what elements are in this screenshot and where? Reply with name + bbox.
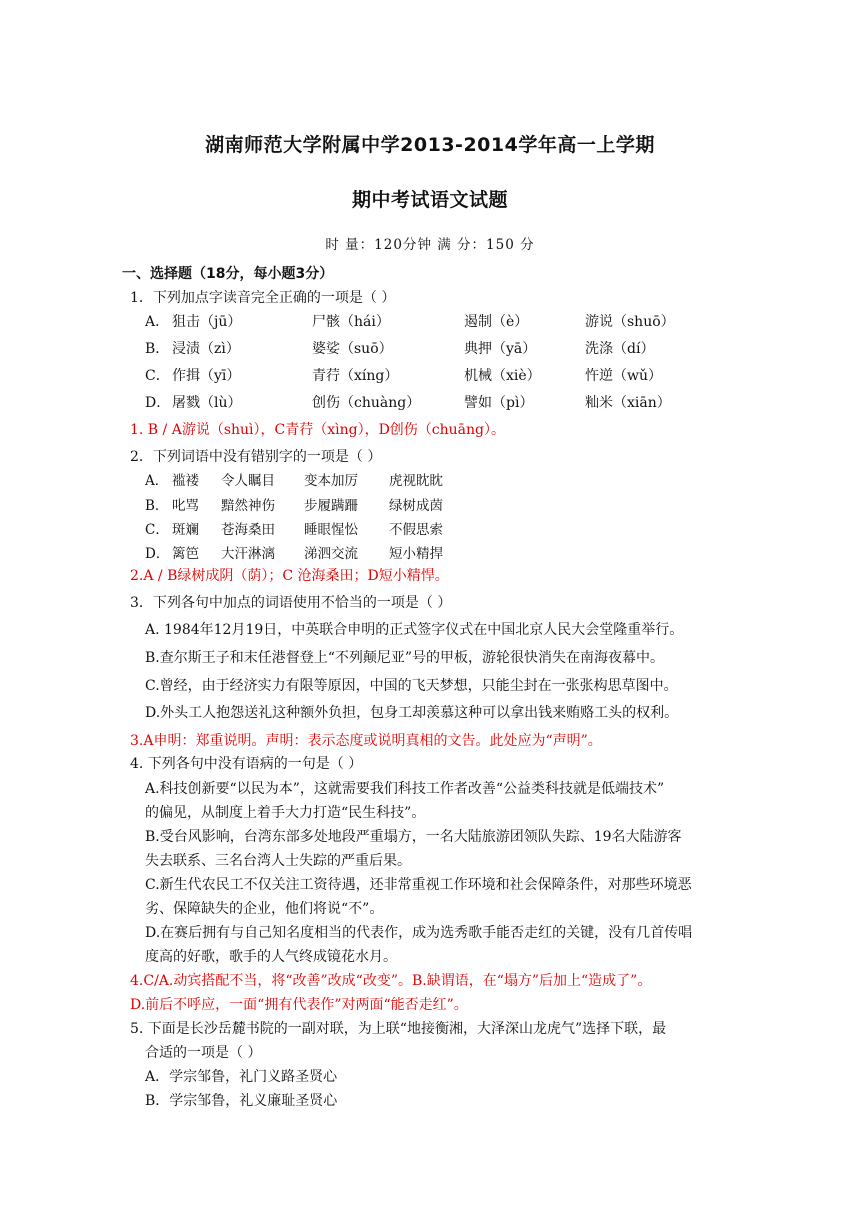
option-word: 令人瞩目 bbox=[221, 473, 275, 489]
page-subtitle: 期中考试语文试题 bbox=[351, 189, 508, 211]
question-3-option-d: D.外头工人抱怨送礼这种额外负担，包身工却羡慕这种可以拿出钱来贿赂工头的权利。 bbox=[145, 705, 679, 721]
option-word: 创伤（chuàng） bbox=[312, 395, 421, 411]
option-label: D． bbox=[145, 546, 170, 562]
section-heading: 一、选择题（18分，每小题3分） bbox=[122, 266, 334, 282]
option-word: 浸渍（zì） bbox=[172, 341, 240, 357]
option-word: 短小精捍 bbox=[389, 546, 443, 562]
option-word: 叱骂 bbox=[172, 498, 199, 514]
question-4-answer-cont: D.前后不呼应，一面“拥有代表作”对两面“能否走红”。 bbox=[130, 997, 468, 1013]
option-label: C． bbox=[145, 522, 169, 538]
question-3-option-c: C.曾经，由于经济实力有限等原因，中国的飞天梦想，只能尘封在一张张构思草图中。 bbox=[145, 678, 678, 694]
option-word: 睡眼惺忪 bbox=[304, 522, 358, 538]
option-word: 黯然神伤 bbox=[221, 498, 275, 514]
question-5-option-a: A．学宗邹鲁，礼门义路圣贤心 bbox=[145, 1069, 338, 1085]
option-label: C． bbox=[145, 368, 170, 384]
question-4-option-d: D.在赛后拥有与自己知名度相当的代表作，成为选秀歌手能否走红的关键，没有几首传唱 bbox=[145, 925, 693, 941]
option-label: D． bbox=[145, 395, 171, 411]
option-word: 作揖（yī） bbox=[172, 368, 241, 384]
question-4-option-b-cont: 失去联系、三名台湾人士失踪的严重后果。 bbox=[145, 853, 411, 869]
option-label: A． bbox=[145, 473, 169, 489]
option-word: 青荇（xíng） bbox=[312, 368, 399, 384]
question-3-answer: 3.A申明：郑重说明。声明：表示态度或说明真相的文告。此处应为“声明”。 bbox=[130, 733, 602, 749]
question-4-option-c: C.新生代农民工不仅关注工资待遇，还非常重视工作环境和社会保障条件，对那些环境恶 bbox=[145, 877, 692, 893]
question-4-option-a: A.科技创新要“以民为本”，这就需要我们科技工作者改善“公益类科技就是低端技术” bbox=[145, 781, 665, 797]
option-word: 篱笆 bbox=[172, 546, 199, 562]
question-2-answer: 2.A / B绿树成阴（荫）；C 沧海桑田；D短小精悍。 bbox=[130, 568, 449, 584]
question-5-option-b: B．学宗邹鲁，礼义廉耻圣贤心 bbox=[145, 1093, 338, 1109]
option-word: 忤逆（wǔ） bbox=[585, 368, 662, 384]
option-word: 典押（yā） bbox=[464, 341, 537, 357]
option-word: 游说（shuō） bbox=[585, 314, 675, 330]
option-word: 变本加厉 bbox=[304, 473, 358, 489]
page-title: 湖南师范大学附属中学2013-2014学年高一上学期 bbox=[205, 134, 655, 156]
question-4-option-a-cont: 的偏见，从制度上着手大力打造“民生科技”。 bbox=[145, 805, 426, 821]
question-4-stem: 4. 下列各句中没有语病的一句是（ ） bbox=[130, 756, 363, 772]
option-word: 绿树成茵 bbox=[389, 498, 443, 514]
option-word: 籼米（xiān） bbox=[585, 395, 671, 411]
option-word: 洗涤（dí） bbox=[585, 341, 655, 357]
option-word: 遏制（è） bbox=[464, 314, 529, 330]
option-word: 婆娑（suō） bbox=[312, 341, 393, 357]
question-2-stem: 2．下列词语中没有错别字的一项是（ ） bbox=[130, 449, 382, 465]
question-3-option-a: A. 1984年12月19日，中英联合申明的正式签字仪式在中国北京人民大会堂隆重举行。 bbox=[145, 622, 684, 638]
question-4-option-b: B.受台风影响，台湾东部多处地段严重塌方，一名大陆旅游团领队失踪、19名大陆游客 bbox=[145, 829, 682, 845]
option-word: 狙击（jū） bbox=[172, 314, 242, 330]
option-word: 机械（xiè） bbox=[464, 368, 541, 384]
option-label: B． bbox=[145, 498, 169, 514]
question-1-stem: 1．下列加点字读音完全正确的一项是（ ） bbox=[130, 290, 396, 306]
option-word: 苍海桑田 bbox=[221, 522, 275, 538]
question-3-option-b: B.查尔斯王子和末任港督登上“不列颠尼亚”号的甲板，游轮很快消失在南海夜幕中。 bbox=[145, 650, 665, 666]
question-4-option-d-cont: 度高的好歌，歌手的人气终成镜花水月。 bbox=[145, 949, 397, 965]
question-5-stem-cont: 合适的一项是（ ） bbox=[145, 1045, 262, 1061]
option-word: 步履蹒跚 bbox=[304, 498, 358, 514]
question-4-option-c-cont: 劣、保障缺失的企业，他们将说“不”。 bbox=[145, 901, 384, 917]
option-word: 大汗淋漓 bbox=[221, 546, 275, 562]
question-1-answer: 1. B / A游说（shuì），C青荇（xìng），D创伤（chuāng）。 bbox=[130, 422, 506, 438]
option-word: 不假思索 bbox=[389, 522, 443, 538]
question-4-answer: 4.C/A.动宾搭配不当，将“改善”改成“改变”。B.缺谓语，在“塌方”后加上“造成了”。 bbox=[130, 973, 652, 989]
option-word: 褴褛 bbox=[172, 473, 199, 489]
exam-meta: 时 量：120分钟 满 分：150 分 bbox=[325, 237, 535, 253]
question-5-stem: 5. 下面是长沙岳麓书院的一副对联，为上联“地接衡湘，大泽深山龙虎气”选择下联，最 bbox=[130, 1021, 667, 1037]
option-word: 虎视眈眈 bbox=[389, 473, 443, 489]
option-word: 涕泗交流 bbox=[304, 546, 358, 562]
option-word: 譬如（pì） bbox=[464, 395, 534, 411]
option-word: 屠戮（lù） bbox=[172, 395, 242, 411]
option-label: B． bbox=[145, 341, 170, 357]
option-word: 斑斓 bbox=[172, 522, 199, 538]
option-label: A． bbox=[145, 314, 170, 330]
question-3-stem: 3．下列各句中加点的词语使用不恰当的一项是（ ） bbox=[130, 595, 452, 611]
option-word: 尸骸（hái） bbox=[312, 314, 390, 330]
